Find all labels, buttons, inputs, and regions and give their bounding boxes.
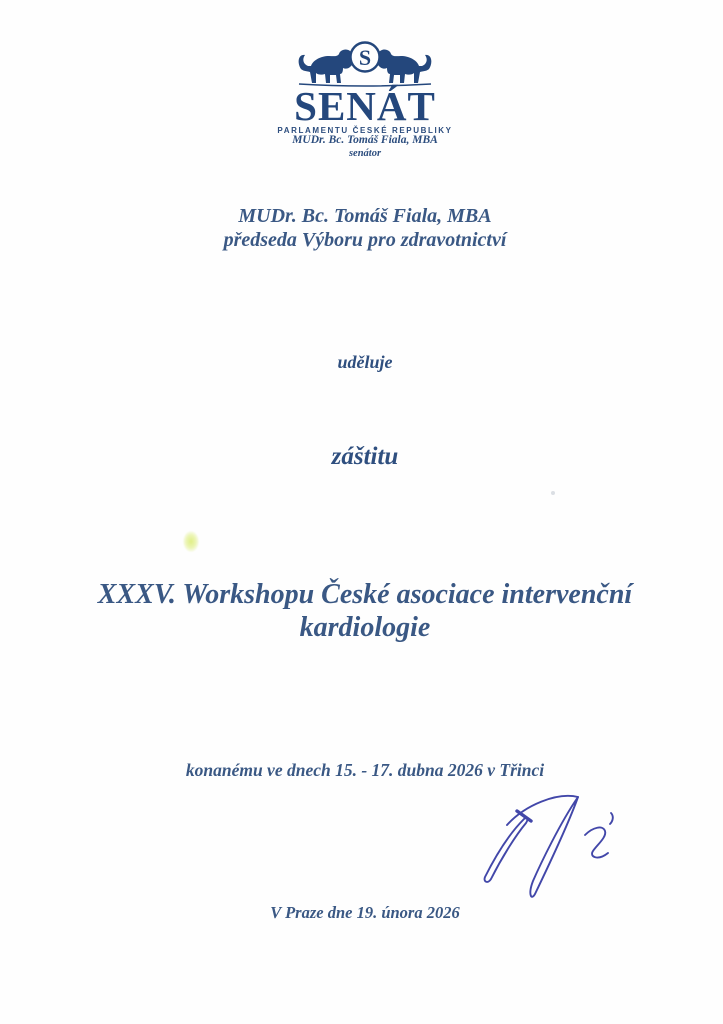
- scan-speck: [551, 491, 555, 495]
- event-title-line2: kardiologie: [299, 612, 431, 643]
- place-date: V Praze dne 19. února 2026: [270, 903, 460, 922]
- grants-label: uděluje: [337, 352, 393, 372]
- org-subtitle: PARLAMENTU ČESKÉ REPUBLIKY: [277, 126, 453, 135]
- letterhead-sender-title: senátor: [348, 148, 382, 159]
- signature: [457, 783, 632, 911]
- emblem-monogram: S: [358, 45, 372, 70]
- certificate-content: [7, 0, 723, 1024]
- author-name: MUDr. Bc. Tomáš Fiala, MBA: [238, 205, 492, 227]
- highlighter-smudge: [183, 531, 199, 552]
- event-title: [7, 578, 723, 644]
- patronage-label: záštitu: [331, 443, 399, 470]
- letterhead-sender-name: MUDr. Bc. Tomáš Fiala, MBA: [292, 134, 438, 146]
- event-dates: konanému ve dnech 15. - 17. dubna 2026 v Třinci: [185, 760, 545, 780]
- event-title-line1: XXXV. Workshopu České asociace intervenční: [97, 579, 633, 610]
- author-role: předseda Výboru pro zdravotnictví: [223, 229, 507, 251]
- org-name: SENÁT: [294, 83, 436, 129]
